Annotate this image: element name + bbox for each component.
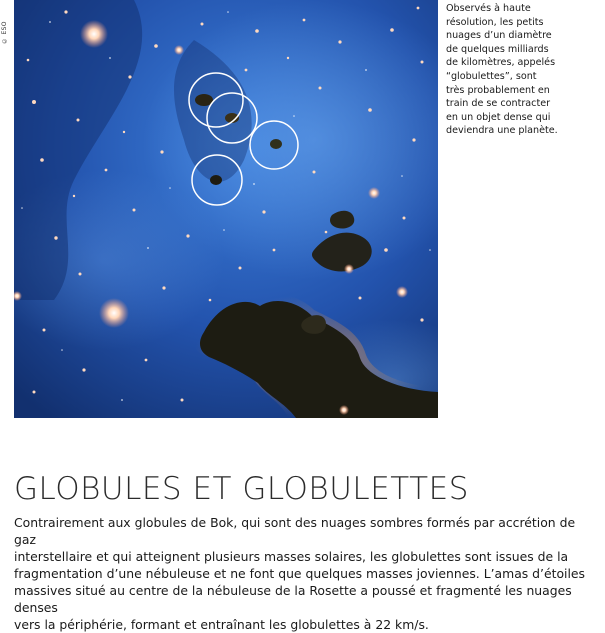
nebula-photo xyxy=(14,0,438,418)
photo-caption: Observés à haute résolution, les petits nuages d’un diamètre de quelques milliards de kilomètres, appelés “globulettes”, sont très probablement en train de se contracter en un objet dense qui deviendra une planète. xyxy=(446,3,558,137)
nebula-image xyxy=(14,0,438,418)
photo-credit: © ESO xyxy=(1,21,8,44)
article-title: GLOBULES ET GLOBULETTES xyxy=(14,471,469,507)
article-body: Contrairement aux globules de Bok, qui sont des nuages sombres formés par accrétion de gaz interstellaire et qui atteignent plusieurs masses solaires, les globulettes sont issues de la fragmentation d’une nébuleuse et ne font que quelques masses joviennes. L’amas d’étoiles massives situé au centre de la nébuleuse de la Rosette a poussé et fragmenté les nuages denses vers la périphérie, formant et entraînant les globulettes à 22 km/s. xyxy=(14,515,586,632)
